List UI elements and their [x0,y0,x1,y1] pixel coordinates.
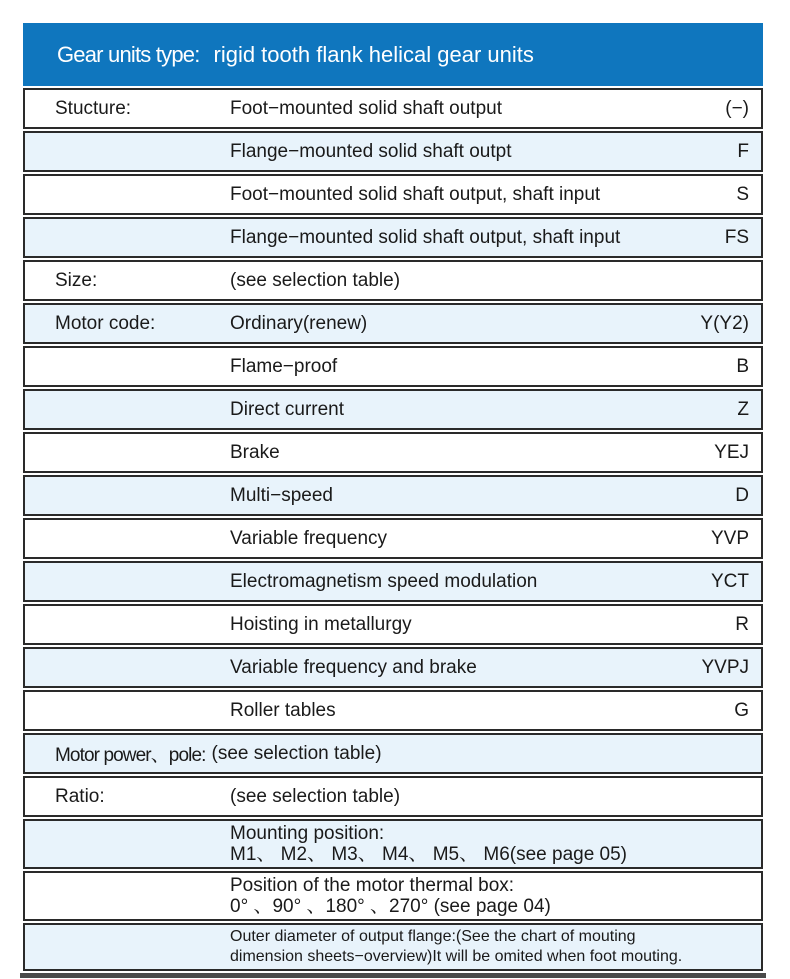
row-description [230,927,761,967]
table-row-foot-mounted-shaft-input [23,174,763,215]
table-row-variable-frequency [23,518,763,559]
row-label: Motor code: [55,312,156,334]
row-description-line-1: Position of the motor thermal box: [230,875,515,896]
row-label: Size: [55,269,98,291]
table-row-mounting-position [23,819,763,869]
row-description: Ordinary(renew) [230,312,368,334]
table-row-flame-proof [23,346,763,387]
row-description: Foot−mounted solid shaft output [230,97,502,119]
table-row-brake [23,432,763,473]
table-row-hoisting [23,604,763,645]
row-code: S [736,183,749,205]
row-description: Flame−proof [230,355,338,377]
table-row-output-flange-note [23,923,763,971]
row-description-line-1: Outer diameter of output flange:(See the chart of mouting [230,928,636,945]
row-label: Motor power、pole: [55,745,206,766]
table-row-multi-speed [23,475,763,516]
row-code: D [735,484,749,506]
row-description: (see selection table) [211,742,382,764]
table-row-flange-mounted-shaft-input [23,217,763,258]
row-description: Foot−mounted solid shaft output, shaft input [230,183,601,205]
row-code: Y(Y2) [700,312,749,334]
header-value: rigid tooth flank helical gear units [213,41,534,67]
table-row-thermal-box-position [23,871,763,921]
row-description-line-1: Mounting position: [230,823,385,844]
row-code: Z [737,398,749,420]
row-description: Electromagnetism speed modulation [230,570,538,592]
row-description-line-2: 0° 、90° 、180° 、270° (see page 04) [230,896,551,917]
row-description: Direct current [230,398,345,420]
row-description: (see selection table) [230,269,401,291]
row-description: (see selection table) [230,785,401,807]
row-description: Variable frequency and brake [230,656,477,678]
row-description: Hoisting in metallurgy [230,613,412,635]
table-row-motor-power-pole [23,733,763,774]
table-bottom-bar [20,973,766,978]
gear-type-code-table [23,23,763,978]
row-description: Flange−mounted solid shaft output, shaft input [230,226,621,248]
table-header [23,23,763,86]
row-description: Variable frequency [230,527,388,549]
table-row-motor-code-ordinary [23,303,763,344]
row-description-line-2: dimension sheets−overview)It will be omited when foot mouting. [230,948,683,965]
row-description: Multi−speed [230,484,333,506]
row-code: YVP [710,527,749,549]
row-code: YEJ [714,441,749,463]
table-row-variable-frequency-brake [23,647,763,688]
row-label: Ratio: [55,785,105,807]
row-code: G [734,699,749,721]
row-description [230,823,761,865]
table-row-structure-foot-mounted [23,88,763,129]
table-row-ratio [23,776,763,817]
table-row-roller-tables [23,690,763,731]
row-description-line-2: M1、 M2、 M3、 M4、 M5、 M6(see page 05) [230,844,628,865]
row-description [230,875,761,917]
row-code: (−) [725,97,749,119]
table-row-electromagnetism [23,561,763,602]
row-description: Roller tables [230,699,336,721]
row-code: B [736,355,749,377]
row-code: YVPJ [701,656,749,678]
row-code: FS [724,226,749,248]
row-code: F [737,140,749,162]
row-code: YCT [711,570,749,592]
row-description: Flange−mounted solid shaft outpt [230,140,512,162]
table-row-direct-current [23,389,763,430]
header-label: Gear units type: [57,41,200,67]
table-row-flange-mounted [23,131,763,172]
row-code: R [735,613,749,635]
row-label: Stucture: [55,97,132,119]
table-row-size [23,260,763,301]
table-body [23,88,763,971]
row-description: Brake [230,441,280,463]
